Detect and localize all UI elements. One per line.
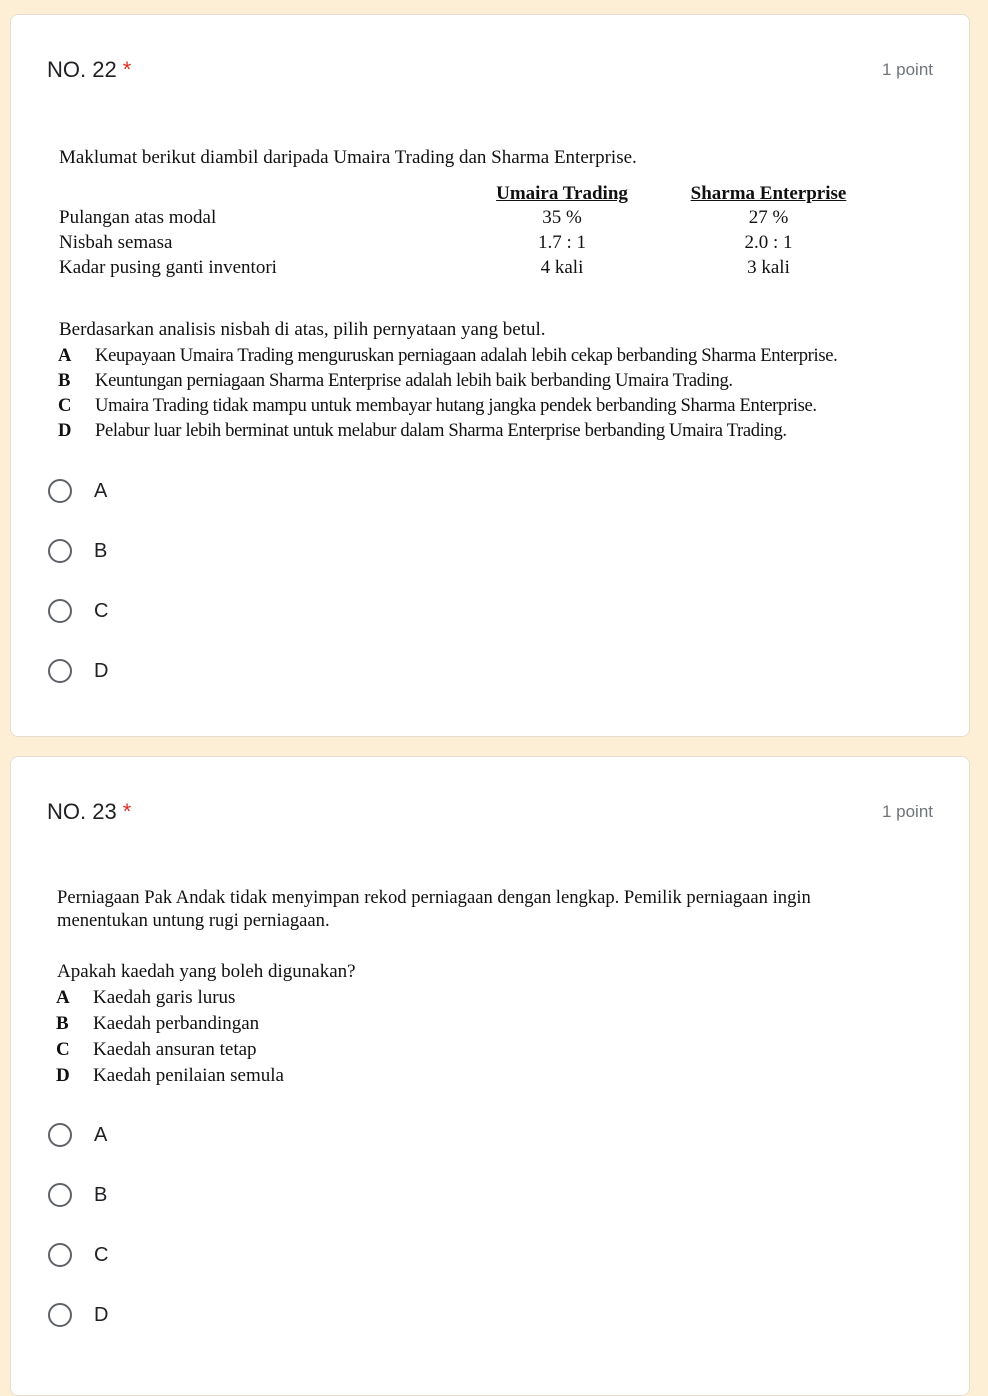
table-row [51,255,933,280]
cell-umaira: 1.7 : 1 [537,232,587,253]
radio-option-b[interactable]: B [47,521,108,581]
intro-text: Perniagaan Pak Andak tidak menyimpan rekod perniagaan dengan lengkap. Pemilik perniagaan ingin menentukan untung rugi perniagaan. [57,887,811,931]
question-number: NO. 23 [47,799,117,824]
option-line: D Kaedah penilaian semula [56,1065,284,1086]
radio-option-b[interactable]: B [47,1165,108,1225]
radio-button-icon[interactable] [48,539,72,563]
question-number: NO. 22 [47,57,117,82]
radio-button-icon[interactable] [48,1183,72,1207]
cell-umaira: 35 % [542,207,582,228]
radio-option-d[interactable]: D [47,641,108,701]
question-image [51,871,933,1101]
prompt-text: Berdasarkan analisis nisbah di atas, pilih pernyataan yang betul. [59,319,546,340]
table-row [51,230,933,255]
table-row [51,205,933,230]
cell-umaira: 4 kali [540,257,584,278]
option-line: B Kaedah perbandingan [56,1013,260,1034]
row-label: Nisbah semasa [59,232,173,253]
ratio-table [51,181,933,280]
question-image [51,129,933,455]
required-asterisk: * [122,57,132,82]
radio-group [47,461,108,701]
cell-sharma: 27 % [748,207,789,228]
radio-button-icon[interactable] [48,1303,72,1327]
required-asterisk: * [122,799,132,824]
question-card-23 [10,756,970,1396]
option-line: B Keuntungan perniagaan Sharma Enterprise adalah lebih baik berbanding Umaira Trading. [58,370,733,391]
intro-text: Maklumat berikut diambil daripada Umaira Trading dan Sharma Enterprise. [59,147,637,168]
radio-button-icon[interactable] [48,479,72,503]
row-label: Kadar pusing ganti inventori [59,257,277,278]
radio-option-c[interactable]: C [47,581,108,641]
points-label: 1 point [881,60,933,79]
option-line: C Kaedah ansuran tetap [56,1039,257,1060]
radio-button-icon[interactable] [48,1243,72,1267]
cell-sharma: 2.0 : 1 [744,232,793,253]
points-label: 1 point [881,802,933,821]
option-line: A Keupayaan Umaira Trading menguruskan perniagaan adalah lebih cekap berbanding Sharma Enterprise. [58,345,838,366]
option-line: D Pelabur luar lebih berminat untuk melabur dalam Sharma Enterprise berbanding Umaira Trading. [58,420,787,441]
column-header-sharma: Sharma Enterprise [690,183,847,204]
table-header-row [51,181,933,206]
radio-button-icon[interactable] [48,659,72,683]
radio-option-a[interactable]: A [47,1105,108,1165]
option-list [49,985,933,1089]
option-line: C Umaira Trading tidak mampu untuk membayar hutang jangka pendek berbanding Sharma Enterprise. [58,395,817,416]
option-line: A Kaedah garis lurus [56,987,236,1008]
question-header [47,799,933,825]
option-list [51,343,933,443]
radio-option-c[interactable]: C [47,1225,108,1285]
radio-button-icon[interactable] [48,599,72,623]
radio-group [47,1105,108,1345]
cell-sharma: 3 kali [747,257,790,278]
column-header-umaira: Umaira Trading [496,183,628,204]
radio-option-d[interactable]: D [47,1285,108,1345]
radio-button-icon[interactable] [48,1123,72,1147]
row-label: Pulangan atas modal [59,207,217,228]
question-title [47,799,131,825]
question-header [47,57,933,83]
question-title [47,57,131,83]
prompt-text: Apakah kaedah yang boleh digunakan? [57,961,356,982]
question-card-22 [10,14,970,737]
radio-option-a[interactable]: A [47,461,108,521]
